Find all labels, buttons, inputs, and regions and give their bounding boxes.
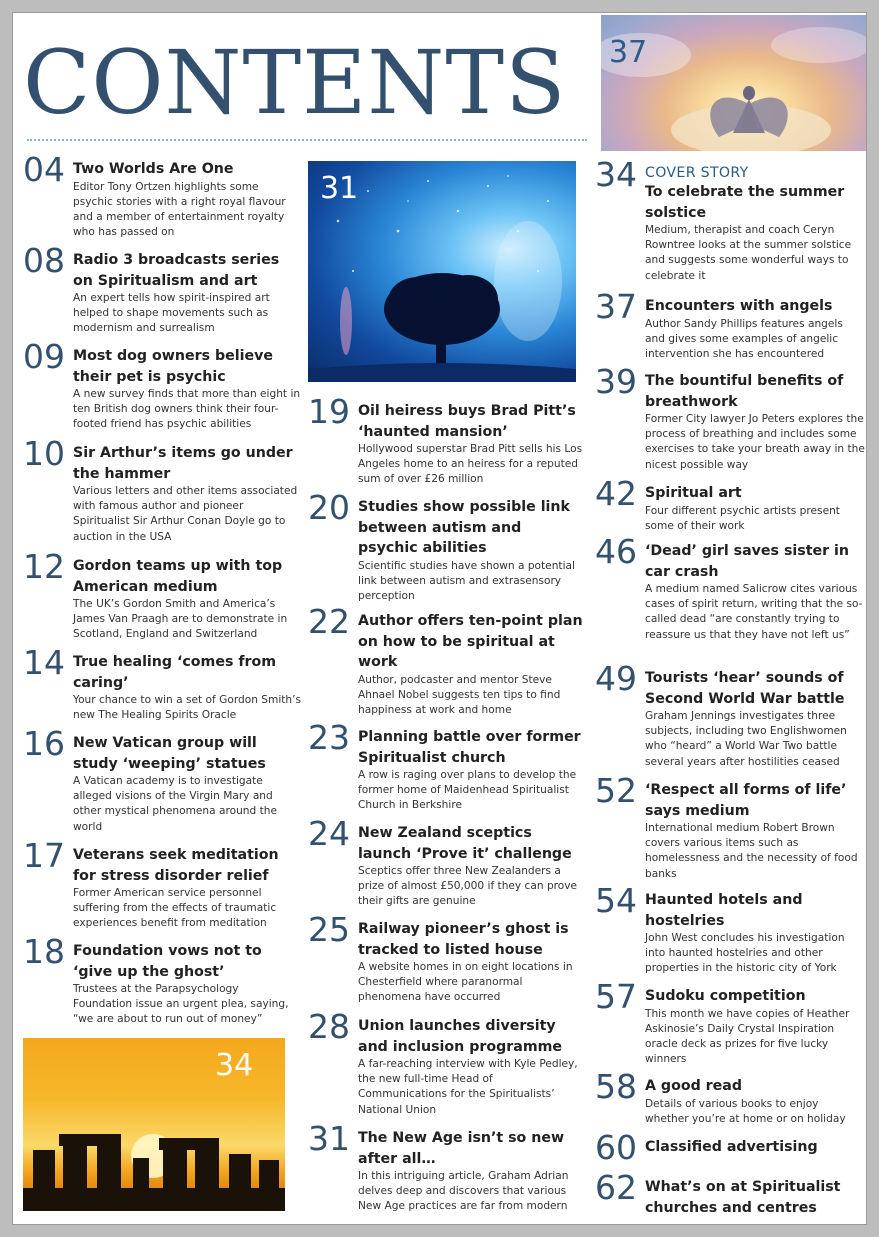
entry-headline: Classified advertising [645, 1139, 818, 1155]
entry-page-number: 42 [595, 474, 637, 513]
entry-headline: Foundation vows not to ‘give up the ghost’ [73, 943, 262, 980]
entry-page-number: 34 [595, 155, 637, 194]
entry-headline: Radio 3 broadcasts series on Spiritualism and art [73, 252, 280, 289]
entry-description: Details of various books to enjoy whether you’re at home or on holiday [645, 1097, 846, 1125]
entry-description: Hollywood superstar Brad Pitt sells his Los Angeles home to an heiress for a reputed sum of over £26 million [358, 443, 583, 486]
entry-description: Your chance to win a set of Gordon Smith’s new The Healing Spirits Oracle [73, 694, 302, 722]
entry-page-number: 57 [595, 977, 637, 1016]
entry-description: A website homes in on eight locations in Chesterfield where paranormal phenomena have occurred [358, 961, 573, 1004]
entry-page-number: 12 [23, 547, 65, 586]
entry-headline: New Zealand sceptics launch ‘Prove it’ challenge [358, 825, 572, 862]
entry-page-number: 37 [595, 287, 637, 326]
entry-headline: ‘Dead’ girl saves sister in car crash [645, 543, 849, 580]
entry-description: Editor Tony Ortzen highlights some psychic stories with a right royal flavour and a member of entertainment royalty who has passed on [73, 180, 286, 239]
entry-headline: Planning battle over former Spiritualist church [358, 729, 581, 766]
entry-page-number: 23 [308, 718, 350, 757]
entry-headline: Railway pioneer’s ghost is tracked to listed house [358, 921, 569, 958]
entry-headline: Encounters with angels [645, 298, 833, 314]
entry-description: In this intriguing article, Graham Adrian delves deep and discovers that various New Age practices are far from modern [358, 1170, 569, 1213]
entry-description: Author Sandy Phillips features angels and gives some examples of angelic intervention she has encountered [645, 317, 843, 360]
image-page-number: 37 [609, 35, 648, 70]
entry-headline: New Vatican group will study ‘weeping’ statues [73, 735, 266, 772]
entry-headline: The New Age isn’t so new after all… [358, 1130, 565, 1167]
entry-description: Trustees at the Parapsychology Foundation issue an urgent plea, saying, “we are about to run out of money” [73, 983, 289, 1026]
entry-page-number: 54 [595, 881, 637, 920]
dotted-divider [27, 139, 587, 141]
entry-description: An expert tells how spirit-inspired art helped to shape movements such as modernism and surrealism [73, 292, 270, 335]
entry-description: Sceptics offer three New Zealanders a prize of almost £50,000 if they can prove their gifts are genuine [358, 865, 578, 908]
entry-headline: The bountiful benefits of breathwork [645, 373, 844, 410]
entry-headline: Sudoku competition [645, 988, 806, 1004]
entry-headline: Union launches diversity and inclusion programme [358, 1018, 563, 1055]
stonehenge-image [23, 1038, 285, 1211]
entry-page-number: 16 [23, 724, 65, 763]
entry-headline: Tourists ‘hear’ sounds of Second World War battle [645, 670, 845, 707]
entry-headline: True healing ‘comes from caring’ [73, 654, 277, 691]
entry-page-number: 18 [23, 932, 65, 971]
entry-page-number: 17 [23, 836, 65, 875]
entry-page-number: 14 [23, 643, 65, 682]
entry-page-number: 19 [308, 392, 350, 431]
entry-description: A far-reaching interview with Kyle Pedley, the new full-time Head of Communications for the Spiritualists’ National Union [358, 1058, 578, 1116]
entry-headline: Oil heiress buys Brad Pitt’s ‘haunted mansion’ [358, 403, 576, 440]
entry-description: Scientific studies have shown a potential link between autism and extrasensory perception [358, 559, 575, 602]
entry-description: Former American service personnel suffering from the effects of traumatic experiences benefit from meditation [73, 887, 277, 930]
entry-page-number: 28 [308, 1007, 350, 1046]
entry-description: International medium Robert Brown covers various items such as homelessness and the necessity of food banks [645, 822, 858, 880]
entry-headline: A good read [645, 1078, 743, 1094]
angels-image [601, 15, 867, 151]
image-page-number: 34 [215, 1048, 254, 1083]
entry-headline: ‘Respect all forms of life’ says medium [645, 782, 847, 819]
entry-description: Various letters and other items associated with famous author and pioneer Spiritualist Sir Arthur Conan Doyle go to auction in the USA [73, 485, 298, 543]
entry-headline: Two Worlds Are One [73, 161, 234, 177]
entry-description: Medium, therapist and coach Ceryn Rowntree looks at the summer solstice and suggests some wonderful ways to celebrate it [645, 224, 852, 282]
entry-headline: Gordon teams up with top American medium [73, 558, 283, 595]
entry-page-number: 58 [595, 1067, 637, 1106]
entry-page-number: 52 [595, 771, 637, 810]
entry-page-number: 60 [595, 1128, 637, 1167]
entry-page-number: 08 [23, 241, 65, 280]
entry-page-number: 22 [308, 602, 350, 641]
entry-description: John West concludes his investigation into haunted hostelries and other properties in the historic city of York [645, 932, 845, 975]
entry-description: Graham Jennings investigates three subjects, including two Englishwomen who “heard” a World War Two battle several years after hostilities ceased [645, 710, 847, 768]
entry-description: Author, podcaster and mentor Steve Ahnael Nobel suggests ten tips to find happiness at work and home [358, 673, 561, 716]
entry-description: A medium named Salicrow cites various cases of spirit return, writing that the so-called dead “are constantly trying to reassure us that they have not left us” [645, 583, 863, 641]
page-title: CONTENTS [23, 31, 567, 134]
image-page-number: 31 [320, 171, 359, 206]
entry-description: A new survey finds that more than eight in ten British dog owners think their four-footed friend has psychic abilities [73, 388, 301, 431]
entry-page-number: 04 [23, 150, 65, 189]
entry-headline: Most dog owners believe their pet is psychic [73, 348, 273, 385]
entry-page-number: 49 [595, 659, 637, 698]
entry-description: A Vatican academy is to investigate alleged visions of the Virgin Mary and other mystical phenomena around the world [73, 775, 277, 833]
entry-headline: What’s on at Spiritualist churches and centres [645, 1179, 841, 1216]
entry-headline: Veterans seek meditation for stress disorder relief [73, 847, 279, 884]
entry-headline: Spiritual art [645, 485, 742, 501]
cover-story-kicker: COVER STORY [645, 165, 749, 181]
entry-description: A row is raging over plans to develop the former home of Maidenhead Spiritualist Church in Berkshire [358, 769, 577, 812]
entry-page-number: 46 [595, 532, 637, 571]
entry-page-number: 62 [595, 1168, 637, 1207]
entry-description: Four different psychic artists present some of their work [645, 504, 840, 532]
entry-headline: Sir Arthur’s items go under the hammer [73, 445, 293, 482]
entry-description: Former City lawyer Jo Peters explores the process of breathing and includes some exercises to take your breath away in the nicest possible way [645, 413, 865, 471]
entry-page-number: 24 [308, 814, 350, 853]
contents-page [12, 12, 867, 1225]
entry-headline: Haunted hotels and hostelries [645, 892, 803, 929]
tree-image [308, 161, 576, 382]
entry-description: This month we have copies of Heather Askinosie’s Daily Crystal Inspiration oracle deck as prizes for five lucky winners [645, 1007, 850, 1066]
entry-page-number: 10 [23, 434, 65, 473]
entry-description: The UK’s Gordon Smith and America’s James Van Praagh are to demonstrate in Scotland, England and Switzerland [73, 598, 288, 641]
entry-headline: Studies show possible link between autism and psychic abilities [358, 499, 570, 556]
entry-headline: To celebrate the summer solstice [645, 184, 845, 221]
entry-page-number: 39 [595, 362, 637, 401]
entry-page-number: 31 [308, 1119, 350, 1158]
entry-page-number: 20 [308, 488, 350, 527]
entry-page-number: 09 [23, 337, 65, 376]
entry-page-number: 25 [308, 910, 350, 949]
entry-headline: Author offers ten-point plan on how to be spiritual at work [358, 613, 583, 670]
